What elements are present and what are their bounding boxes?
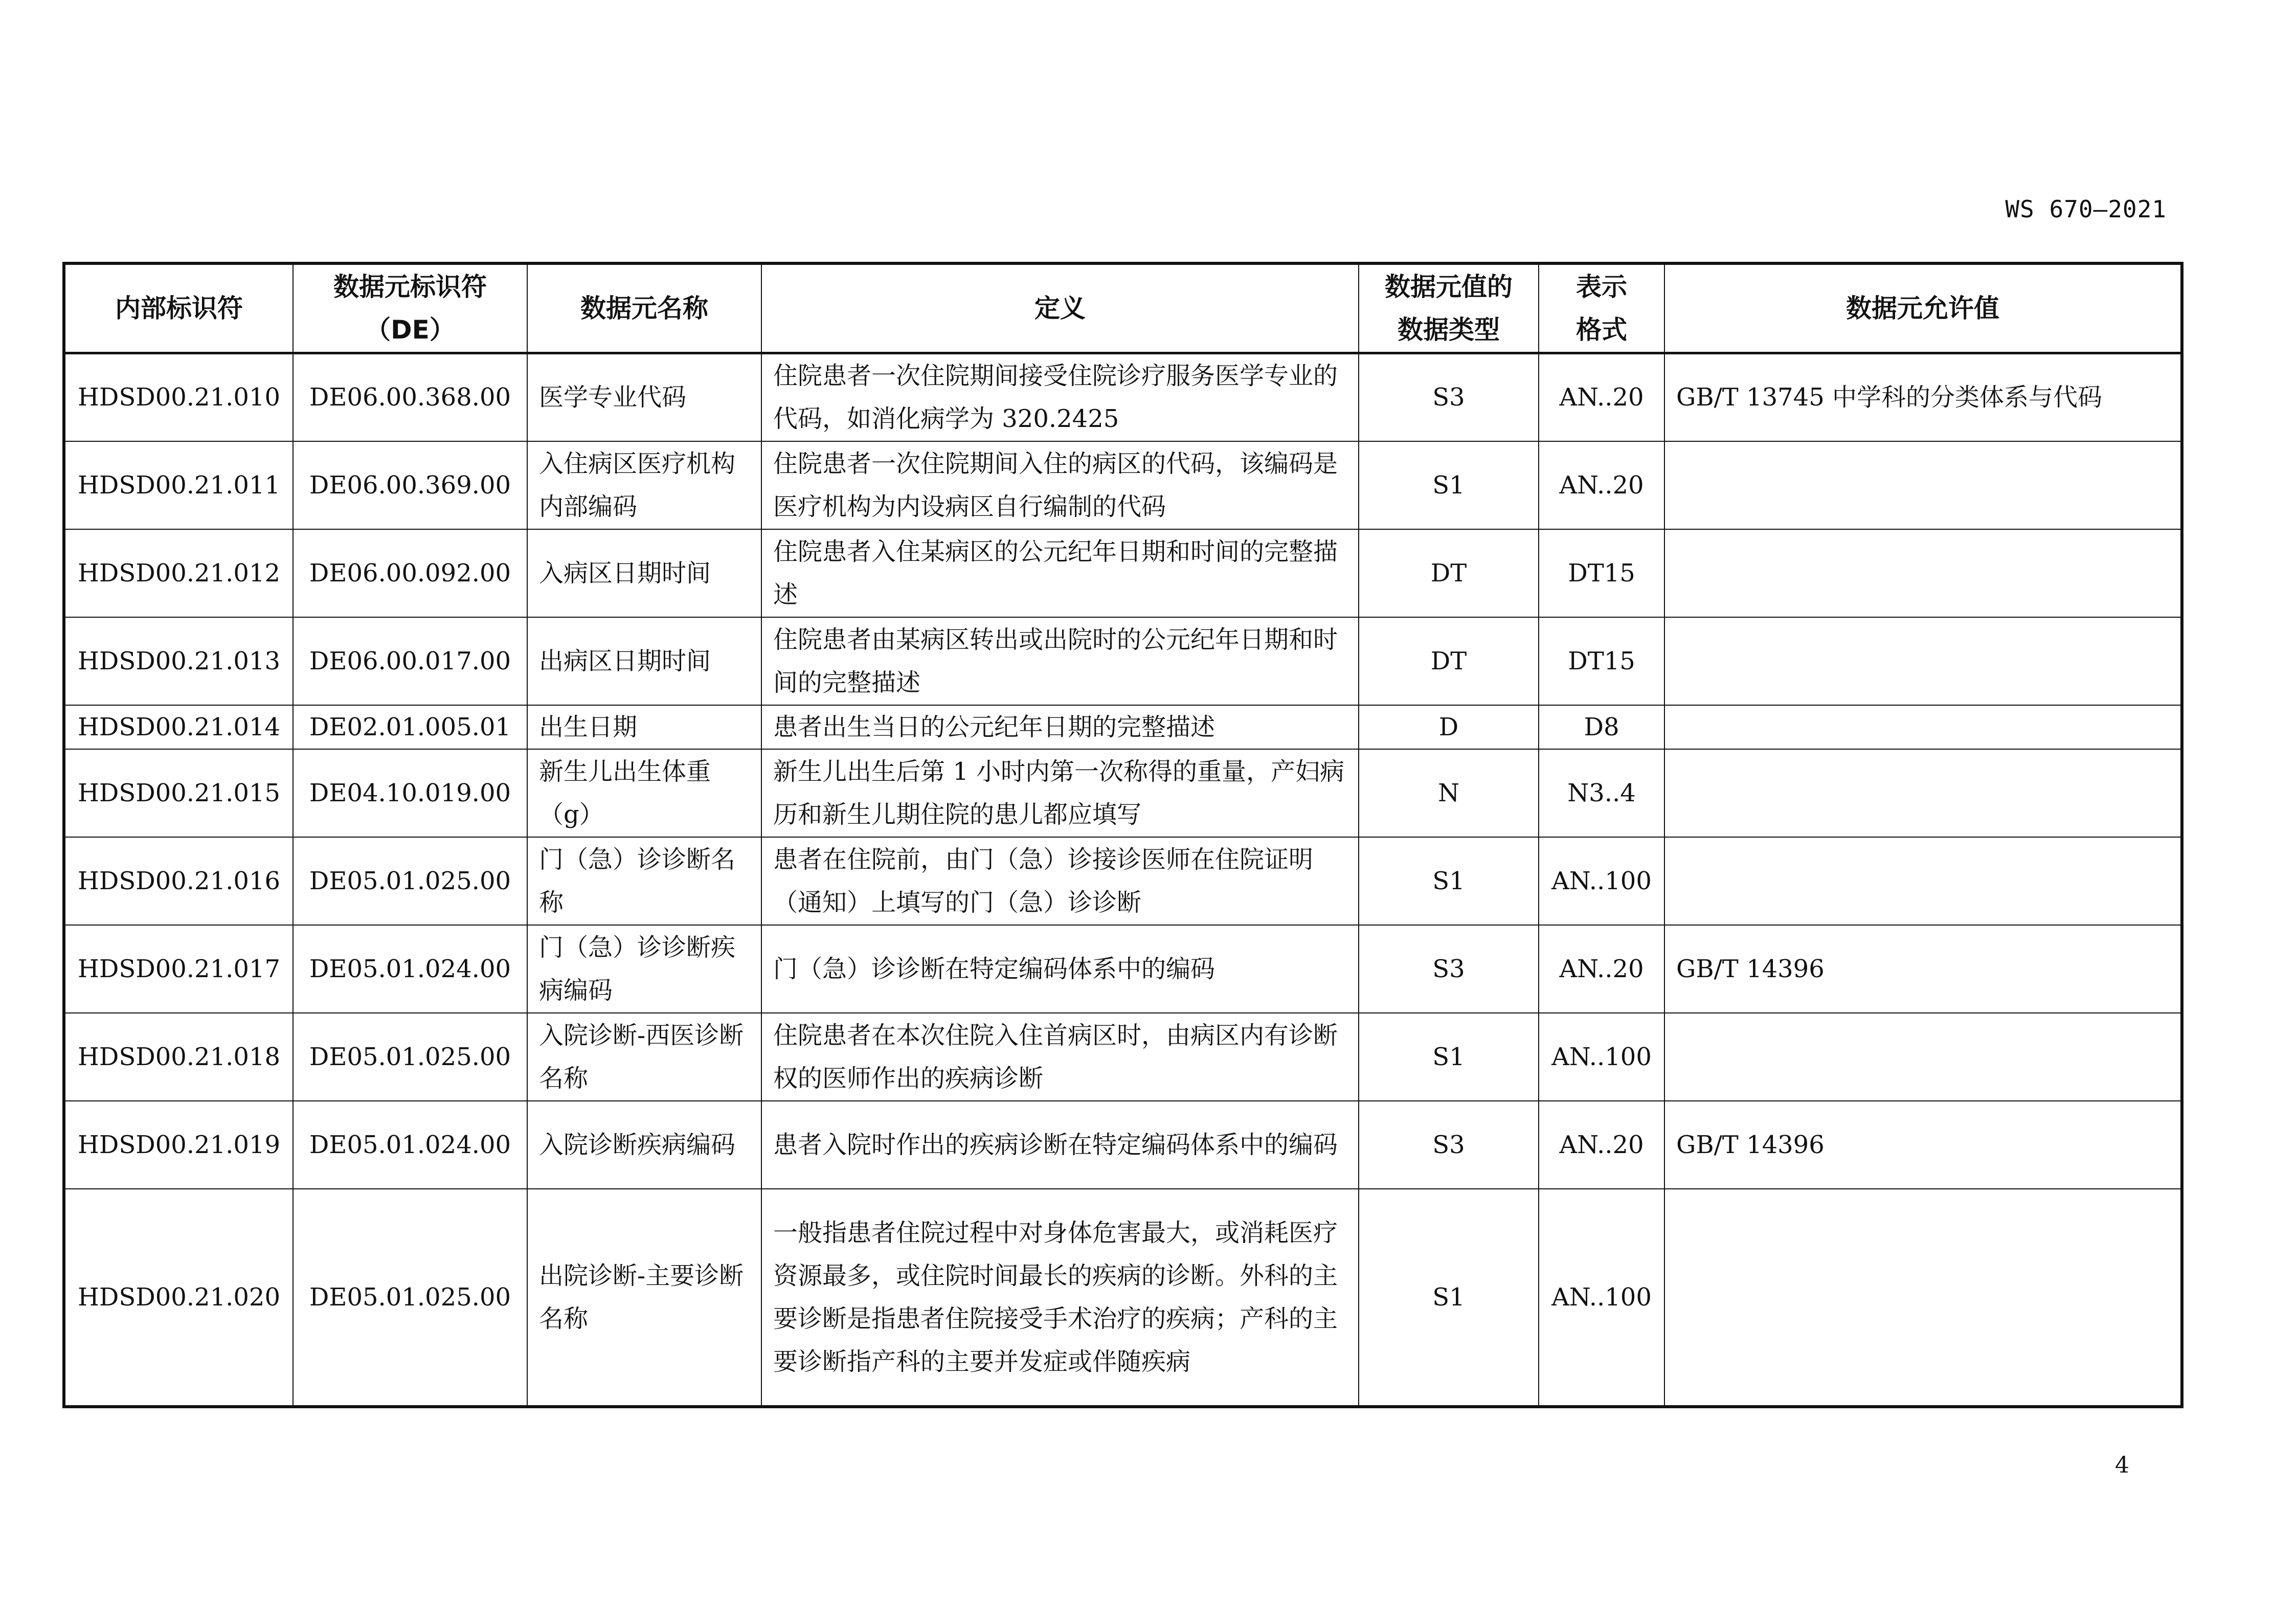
cell-internal-id: HDSD00.21.019: [64, 1101, 293, 1189]
cell-de-id: DE05.01.025.00: [293, 1189, 527, 1407]
column-header-type-line1: 数据元值的: [1385, 272, 1513, 302]
cell-internal-id: HDSD00.21.017: [64, 925, 293, 1013]
cell-name: 入病区日期时间: [527, 529, 761, 617]
cell-internal-id: HDSD00.21.011: [64, 441, 293, 529]
cell-format: N3..4: [1539, 749, 1664, 837]
cell-format: AN..20: [1539, 441, 1664, 529]
table-row: [64, 441, 2182, 529]
cell-de-id: DE05.01.024.00: [293, 925, 527, 1013]
cell-allowed: [1664, 1189, 2182, 1407]
cell-allowed: GB/T 14396: [1664, 925, 2182, 1013]
cell-type: DT: [1359, 617, 1539, 705]
table-row: [64, 705, 2182, 749]
column-header-internal-id: 内部标识符: [64, 263, 293, 353]
cell-name: 入院诊断疾病编码: [527, 1101, 761, 1189]
cell-definition: 患者在住院前，由门（急）诊接诊医师在住院证明（通知）上填写的门（急）诊诊断: [761, 837, 1359, 925]
cell-name: 出院诊断-主要诊断名称: [527, 1189, 761, 1407]
cell-de-id: DE05.01.025.00: [293, 837, 527, 925]
table-row: [64, 617, 2182, 705]
cell-type: N: [1359, 749, 1539, 837]
cell-de-id: DE05.01.025.00: [293, 1013, 527, 1101]
cell-name: 入住病区医疗机构内部编码: [527, 441, 761, 529]
cell-allowed: [1664, 441, 2182, 529]
cell-internal-id: HDSD00.21.018: [64, 1013, 293, 1101]
cell-definition: 患者入院时作出的疾病诊断在特定编码体系中的编码: [761, 1101, 1359, 1189]
column-header-name: 数据元名称: [527, 263, 761, 353]
cell-type: S1: [1359, 837, 1539, 925]
cell-format: AN..100: [1539, 837, 1664, 925]
cell-definition: 一般指患者住院过程中对身体危害最大，或消耗医疗资源最多，或住院时间最长的疾病的诊断。外科的主要诊断是指患者住院接受手术治疗的疾病；产科的主要诊断指产科的主要并发症或伴随疾病: [761, 1189, 1359, 1407]
document-code: WS 670—2021: [2005, 195, 2167, 223]
cell-internal-id: HDSD00.21.015: [64, 749, 293, 837]
cell-internal-id: HDSD00.21.016: [64, 837, 293, 925]
cell-de-id: DE02.01.005.01: [293, 705, 527, 749]
table-row: [64, 1101, 2182, 1189]
cell-allowed: [1664, 749, 2182, 837]
column-header-type: [1359, 263, 1539, 353]
cell-definition: 患者出生当日的公元纪年日期的完整描述: [761, 705, 1359, 749]
cell-type: S3: [1359, 353, 1539, 441]
cell-type: D: [1359, 705, 1539, 749]
column-header-format: [1539, 263, 1664, 353]
table-row: [64, 529, 2182, 617]
cell-internal-id: HDSD00.21.014: [64, 705, 293, 749]
cell-definition: 住院患者一次住院期间入住的病区的代码，该编码是医疗机构为内设病区自行编制的代码: [761, 441, 1359, 529]
cell-allowed: [1664, 837, 2182, 925]
cell-definition: 住院患者由某病区转出或出院时的公元纪年日期和时间的完整描述: [761, 617, 1359, 705]
column-header-format-line2: 格式: [1576, 315, 1627, 345]
cell-format: D8: [1539, 705, 1664, 749]
cell-allowed: GB/T 14396: [1664, 1101, 2182, 1189]
cell-definition: 门（急）诊诊断在特定编码体系中的编码: [761, 925, 1359, 1013]
cell-format: DT15: [1539, 617, 1664, 705]
table-row: [64, 1013, 2182, 1101]
table-row: [64, 749, 2182, 837]
cell-internal-id: HDSD00.21.020: [64, 1189, 293, 1407]
cell-name: 门（急）诊诊断疾病编码: [527, 925, 761, 1013]
cell-name: 新生儿出生体重（g）: [527, 749, 761, 837]
cell-allowed: [1664, 1013, 2182, 1101]
cell-type: S1: [1359, 1013, 1539, 1101]
table-row: [64, 925, 2182, 1013]
column-header-type-line2: 数据类型: [1398, 315, 1500, 345]
table-row: [64, 1189, 2182, 1407]
cell-definition: 住院患者一次住院期间接受住院诊疗服务医学专业的代码，如消化病学为 320.2425: [761, 353, 1359, 441]
cell-format: AN..100: [1539, 1013, 1664, 1101]
table-row: [64, 837, 2182, 925]
cell-de-id: DE04.10.019.00: [293, 749, 527, 837]
cell-format: AN..100: [1539, 1189, 1664, 1407]
data-element-table: [62, 262, 2184, 1408]
cell-definition: 住院患者入住某病区的公元纪年日期和时间的完整描述: [761, 529, 1359, 617]
cell-name: 医学专业代码: [527, 353, 761, 441]
cell-name: 出生日期: [527, 705, 761, 749]
table-header-row: [64, 263, 2182, 353]
cell-type: S1: [1359, 1189, 1539, 1407]
column-header-de-id-line2: （DE）: [365, 315, 455, 345]
cell-de-id: DE06.00.368.00: [293, 353, 527, 441]
cell-definition: 住院患者在本次住院入住首病区时，由病区内有诊断权的医师作出的疾病诊断: [761, 1013, 1359, 1101]
cell-internal-id: HDSD00.21.013: [64, 617, 293, 705]
column-header-definition: 定义: [761, 263, 1359, 353]
cell-format: DT15: [1539, 529, 1664, 617]
cell-de-id: DE06.00.369.00: [293, 441, 527, 529]
column-header-format-line1: 表示: [1576, 272, 1627, 302]
cell-type: S3: [1359, 1101, 1539, 1189]
cell-internal-id: HDSD00.21.010: [64, 353, 293, 441]
cell-allowed: [1664, 617, 2182, 705]
cell-allowed: GB/T 13745 中学科的分类体系与代码: [1664, 353, 2182, 441]
cell-de-id: DE06.00.092.00: [293, 529, 527, 617]
column-header-de-id-line1: 数据元标识符: [333, 272, 487, 302]
cell-allowed: [1664, 529, 2182, 617]
cell-type: S3: [1359, 925, 1539, 1013]
cell-name: 出病区日期时间: [527, 617, 761, 705]
cell-de-id: DE05.01.024.00: [293, 1101, 527, 1189]
cell-format: AN..20: [1539, 1101, 1664, 1189]
table-row: [64, 353, 2182, 441]
cell-name: 门（急）诊诊断名称: [527, 837, 761, 925]
cell-type: S1: [1359, 441, 1539, 529]
cell-format: AN..20: [1539, 353, 1664, 441]
cell-name: 入院诊断-西医诊断名称: [527, 1013, 761, 1101]
cell-format: AN..20: [1539, 925, 1664, 1013]
cell-internal-id: HDSD00.21.012: [64, 529, 293, 617]
column-header-de-id: [293, 263, 527, 353]
page-number: 4: [2115, 1452, 2129, 1478]
cell-de-id: DE06.00.017.00: [293, 617, 527, 705]
cell-type: DT: [1359, 529, 1539, 617]
cell-allowed: [1664, 705, 2182, 749]
cell-definition: 新生儿出生后第 1 小时内第一次称得的重量，产妇病历和新生儿期住院的患儿都应填写: [761, 749, 1359, 837]
column-header-allowed: 数据元允许值: [1664, 263, 2182, 353]
